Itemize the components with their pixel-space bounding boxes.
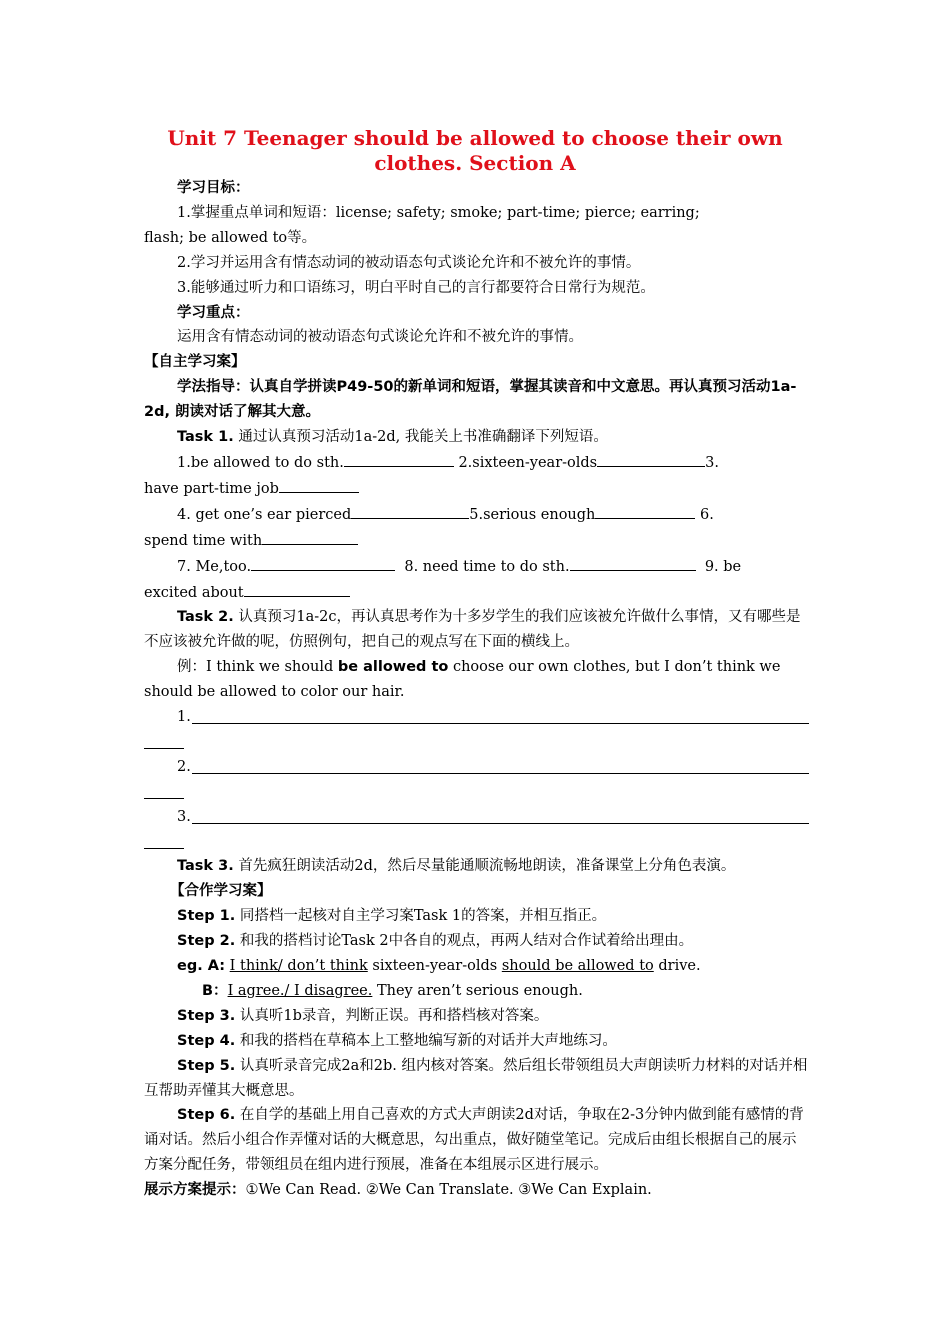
answer-blank[interactable]: [595, 502, 695, 519]
phrase-line-1: 1.be allowed to do sth. 2.sixteen-year-olds 3. have part-time job: [144, 450, 809, 502]
step-5: Step 5. 认真听录音完成2a和2b. 组内核对答案。然后组长带领组员大声朗读听力材料的对话并相互帮助弄懂其大概意思。: [144, 1057, 808, 1099]
answer-blank[interactable]: [597, 450, 705, 467]
answer-blank[interactable]: [344, 450, 454, 467]
answer-blank[interactable]: [279, 476, 359, 493]
answer-blank[interactable]: [570, 554, 696, 571]
step-1: Step 1. 同搭档一起核对自主学习案Task 1的答案，并相互指正。: [177, 908, 607, 925]
phrase-line-2: 4. get one’s ear pierced 5.serious enough 6. spend time with: [144, 502, 809, 554]
study-guide: 学法指导：认真自学拼读P49-50的新单词和短语，掌握其读音和中文意思。再认真预习活动1a-2d, 朗读对话了解其大意。: [144, 379, 797, 421]
answer-blank[interactable]: [244, 580, 350, 597]
dialogue-a: eg. A: I think/ don’t think sixteen-year-olds should be allowed to drive.: [177, 958, 701, 975]
self-study-heading: 【自主学习案】: [144, 354, 246, 371]
focus-text: 运用含有情态动词的被动语态句式谈论允许和不被允许的事情。: [177, 329, 583, 346]
goals-heading: 学习目标：: [177, 180, 250, 196]
goal-3: 3.能够通过听力和口语练习，明白平时自己的言行都要符合日常行为规范。: [177, 279, 655, 296]
show-hint: 展示方案提示：①We Can Read. ②We Can Translate. ③We Can Explain.: [144, 1182, 652, 1199]
phrase-line-3: 7. Me,too. 8. need time to do sth. 9. be excited about: [144, 554, 809, 606]
step-3: Step 3. 认真听1b录音，判断正误。再和搭档核对答案。: [177, 1007, 549, 1024]
answer-line-2[interactable]: 2.: [144, 755, 809, 805]
answer-line-1[interactable]: 1.: [144, 705, 809, 755]
answer-blank[interactable]: [351, 502, 469, 519]
goal-1: 1.掌握重点单词和短语：license; safety; smoke; part-time; pierce; earring; flash; be allowed to等。: [144, 204, 700, 246]
task-2: Task 2. 认真预习1a-2c，再认真思考作为十多岁学生的我们应该被允许做什么事情，又有哪些是不应该被允许做的呢，仿照例句，把自己的观点写在下面的横线上。: [144, 609, 801, 651]
answer-blank[interactable]: [262, 528, 358, 545]
answer-blank[interactable]: [251, 554, 395, 571]
focus-heading: 学习重点：: [177, 304, 250, 321]
unit-title: Unit 7 Teenager should be allowed to choose their own clothes. Section A: [167, 126, 783, 175]
answer-line-3[interactable]: 3.: [144, 805, 809, 855]
task-1: Task 1. 通过认真预习活动1a-2d, 我能关上书准确翻译下列短语。: [177, 429, 608, 446]
step-2: Step 2. 和我的搭档讨论Task 2中各自的观点，再两人结对合作试着给出理由。: [177, 933, 694, 950]
worksheet-body: [144, 176, 809, 1203]
example-sentence: 例：I think we should be allowed to choose our own clothes, but I don’t think we should be allowed to color our hair.: [144, 659, 781, 701]
dialogue-b: B：I agree./ I disagree. They aren’t serious enough.: [202, 982, 583, 999]
coop-heading: 【合作学习案】: [170, 883, 272, 900]
step-4: Step 4. 和我的搭档在草稿本上工整地编写新的对话并大声地练习。: [177, 1032, 617, 1049]
step-6: Step 6. 在自学的基础上用自己喜欢的方式大声朗读2d对话，争取在2-3分钟内做到能有感情的背诵对话。然后小组合作弄懂对话的大概意思，勾出重点，做好随堂笔记。完成后由组长根据自己的展示方案分配任务，带领组员在组内进行预展，准备在本组展示区进行展示。: [144, 1107, 804, 1174]
task-3: Task 3. 首先疯狂朗读活动2d，然后尽量能通顺流畅地朗读，准备课堂上分角色表演。: [177, 858, 736, 875]
goal-2: 2.学习并运用含有情态动词的被动语态句式谈论允许和不被允许的事情。: [177, 254, 641, 271]
